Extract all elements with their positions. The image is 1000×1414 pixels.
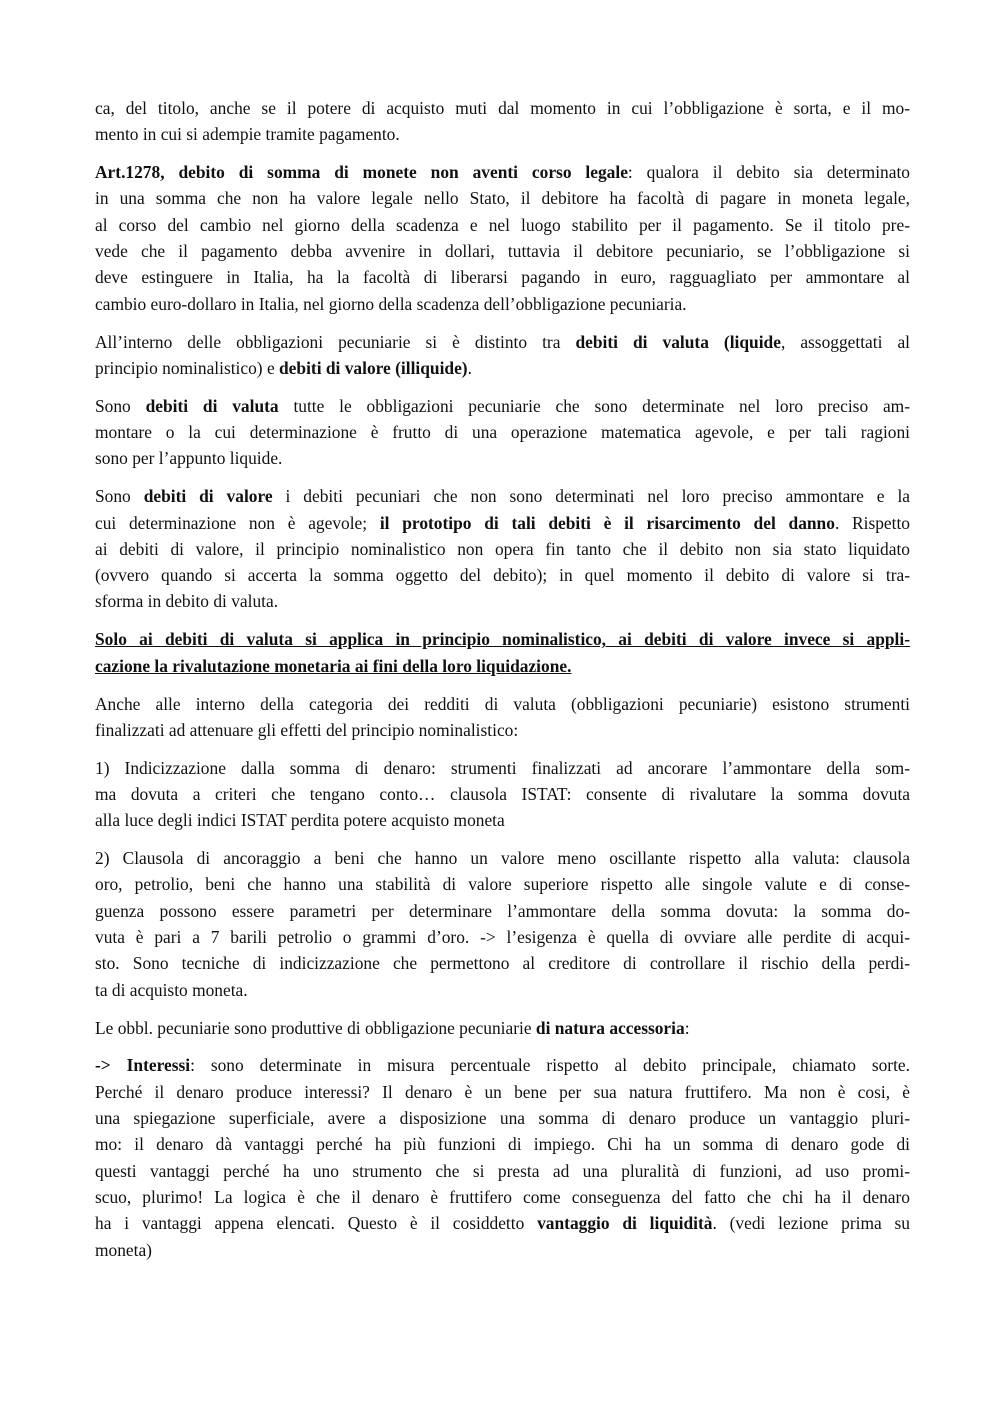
text-run: mento in cui si adempie tramite pagamento.	[95, 124, 400, 145]
text-line	[95, 1237, 910, 1263]
paragraph-p10	[95, 1015, 910, 1041]
text-run: sto. Sono tecniche di indicizzazione che permettono al creditore di controllare il rischio della perdi-	[95, 953, 910, 974]
text-run: sono per l’appunto liquide.	[95, 448, 283, 469]
bold-text: cazione la rivalutazione monetaria ai fini della loro liquidazione.	[95, 655, 572, 676]
text-run: moneta)	[95, 1239, 152, 1260]
text-line	[95, 238, 910, 264]
text-run: Sono	[95, 395, 146, 416]
text-line	[95, 536, 910, 562]
paragraph-p7	[95, 691, 910, 744]
paragraph-p8	[95, 755, 910, 834]
text-line	[95, 1079, 910, 1105]
text-run: principio nominalistico) e	[95, 357, 280, 378]
text-line	[95, 393, 910, 419]
bold-text: debiti di valore	[143, 486, 273, 507]
text-line	[95, 329, 910, 355]
text-line	[95, 562, 910, 588]
text-run: cambio euro-dollaro in Italia, nel giorno della scadenza dell’obbligazione pecuniaria.	[95, 293, 687, 314]
bold-text: vantaggio di liquidità	[537, 1213, 713, 1234]
text-run: montare o la cui determinazione è frutto di una operazione matematica agevole, e per tali ragioni	[95, 422, 910, 443]
text-line	[95, 185, 910, 211]
text-run: guenza possono essere parametri per determinare l’ammontare della somma dovuta: la somma do-	[95, 900, 910, 921]
text-run: . (vedi lezione prima su	[712, 1213, 911, 1234]
text-line	[95, 717, 910, 743]
paragraph-p5	[95, 483, 910, 614]
text-line	[95, 483, 910, 509]
text-run: . Rispetto	[834, 512, 910, 533]
text-line	[95, 626, 910, 652]
text-run: 1) Indicizzazione dalla somma di denaro: strumenti finalizzati ad ancorare l’ammontare della som-	[95, 757, 910, 778]
text-line	[95, 95, 910, 121]
text-run: questi vantaggi perché ha uno strumento che si presta ad una pluralità di funzioni, ad uso promi-	[95, 1160, 910, 1181]
text-line	[95, 977, 910, 1003]
text-line	[95, 445, 910, 471]
text-run: ai debiti di valore, il principio nominalistico non opera fin tanto che il debito non sia stato liquidato	[95, 538, 910, 559]
text-line	[95, 845, 910, 871]
text-run: : qualora il debito sia determinato	[627, 162, 910, 183]
text-line	[95, 1184, 910, 1210]
text-run: oro, petrolio, beni che hanno una stabilità di valore superiore rispetto alle singole valute e di conse-	[95, 874, 910, 895]
text-run: :	[684, 1017, 690, 1038]
text-line	[95, 212, 910, 238]
paragraph-p6	[95, 626, 910, 679]
text-line	[95, 871, 910, 897]
bold-text: -> Interessi	[95, 1055, 191, 1076]
text-run: ha i vantaggi appena elencati. Questo è il cosiddetto	[95, 1213, 538, 1234]
text-line	[95, 1210, 910, 1236]
text-run: mo: il denaro dà vantaggi perché ha più funzioni di impiego. Chi ha un somma di denaro gode di	[95, 1134, 910, 1155]
text-run: Sono	[95, 486, 144, 507]
text-line	[95, 1158, 910, 1184]
text-line	[95, 291, 910, 317]
text-run: scuo, plurimo! La logica è che il denaro è fruttifero come conseguenza del fatto che chi ha il denaro	[95, 1186, 910, 1207]
text-run: ca, del titolo, anche se il potere di acquisto muti dal momento in cui l’obbligazione è sorta, e il mo-	[95, 98, 910, 118]
text-line	[95, 510, 910, 536]
document-page	[95, 95, 910, 1274]
paragraph-p11	[95, 1052, 910, 1262]
text-line	[95, 588, 910, 614]
text-line	[95, 781, 910, 807]
paragraph-p4	[95, 393, 910, 472]
text-run: Le obbl. pecuniarie sono produttive di obbligazione pecuniarie	[95, 1017, 536, 1038]
text-line	[95, 264, 910, 290]
text-line	[95, 691, 910, 717]
text-run: finalizzati ad attenuare gli effetti del principio nominalistico:	[95, 719, 519, 740]
text-run: 2) Clausola di ancoraggio a beni che hanno un valore meno oscillante rispetto alla valuta: clausola	[95, 848, 910, 869]
text-run: vuta è pari a 7 barili petrolio o grammi d’oro. -> l’esigenza è quella di ovviare alle perdite di acqui-	[95, 927, 910, 948]
text-line	[95, 653, 910, 679]
bold-text: Solo ai debiti di valuta si applica in principio nominalistico, ai debiti di valore invece si appli-	[95, 629, 910, 650]
text-run: alla luce degli indici ISTAT perdita potere acquisto moneta	[95, 810, 505, 831]
text-run: All’interno delle obbligazioni pecuniarie si è distinto tra	[95, 331, 576, 352]
bold-text: il prototipo di tali debiti è il risarcimento del danno	[379, 512, 835, 533]
bold-text: debiti di valuta	[145, 395, 279, 416]
text-line	[95, 1052, 910, 1078]
text-run: .	[467, 357, 472, 378]
text-line	[95, 1015, 910, 1041]
bold-text: debiti di valore (illiquide)	[279, 357, 468, 378]
text-line	[95, 950, 910, 976]
paragraph-p3	[95, 329, 910, 382]
bold-text: di natura accessoria	[535, 1017, 685, 1038]
text-run: vede che il pagamento debba avvenire in dollari, tuttavia il debitore pecuniario, se l’obbligazione si	[95, 241, 910, 262]
text-run: sforma in debito di valuta.	[95, 591, 279, 612]
text-run: , assoggettati al	[780, 331, 911, 352]
bold-text: Art.1278, debito di somma di monete non aventi corso legale	[95, 162, 628, 183]
text-run: tutte le obbligazioni pecuniarie che sono determinate nel loro preciso am-	[278, 395, 910, 416]
text-run: al corso del cambio nel giorno della scadenza e nel luogo stabilito per il pagamento. Se il titolo pre-	[95, 214, 910, 235]
text-run: (ovvero quando si accerta la somma oggetto del debito); in quel momento il debito di valore si tra-	[95, 565, 910, 586]
text-run: in una somma che non ha valore legale nello Stato, il debitore ha facoltà di pagare in moneta legale,	[95, 188, 910, 209]
text-run: ta di acquisto moneta.	[95, 979, 248, 1000]
paragraph-p9	[95, 845, 910, 1003]
text-run: una spiegazione superficiale, avere a disposizione una somma di denaro produce un vantaggio pluri-	[95, 1108, 910, 1129]
text-line	[95, 755, 910, 781]
text-run: Anche alle interno della categoria dei redditi di valuta (obbligazioni pecuniarie) esistono strumenti	[95, 693, 910, 714]
text-line	[95, 355, 910, 381]
paragraph-p2	[95, 159, 910, 317]
text-line	[95, 1131, 910, 1157]
text-line	[95, 159, 910, 185]
text-line	[95, 419, 910, 445]
text-line	[95, 121, 910, 147]
text-run: i debiti pecuniari che non sono determinati nel loro preciso ammontare e la	[272, 486, 911, 507]
text-run: Perché il denaro produce interessi? Il denaro è un bene per sua natura fruttifero. Ma non è cosi, è	[95, 1081, 910, 1102]
text-line	[95, 898, 910, 924]
text-run: : sono determinate in misura percentuale rispetto al debito principale, chiamato sorte.	[190, 1055, 910, 1076]
text-line	[95, 807, 910, 833]
text-run: deve estinguere in Italia, ha la facoltà di liberarsi pagando in euro, ragguagliato per ammontare al	[95, 267, 910, 288]
text-run: cui determinazione non è agevole;	[95, 512, 380, 533]
text-run: ma dovuta a criteri che tengano conto… clausola ISTAT: consente di rivalutare la somma dovuta	[95, 783, 910, 804]
bold-text: debiti di valuta (liquide	[575, 331, 781, 352]
text-line	[95, 924, 910, 950]
text-line	[95, 1105, 910, 1131]
paragraph-p1	[95, 95, 910, 148]
